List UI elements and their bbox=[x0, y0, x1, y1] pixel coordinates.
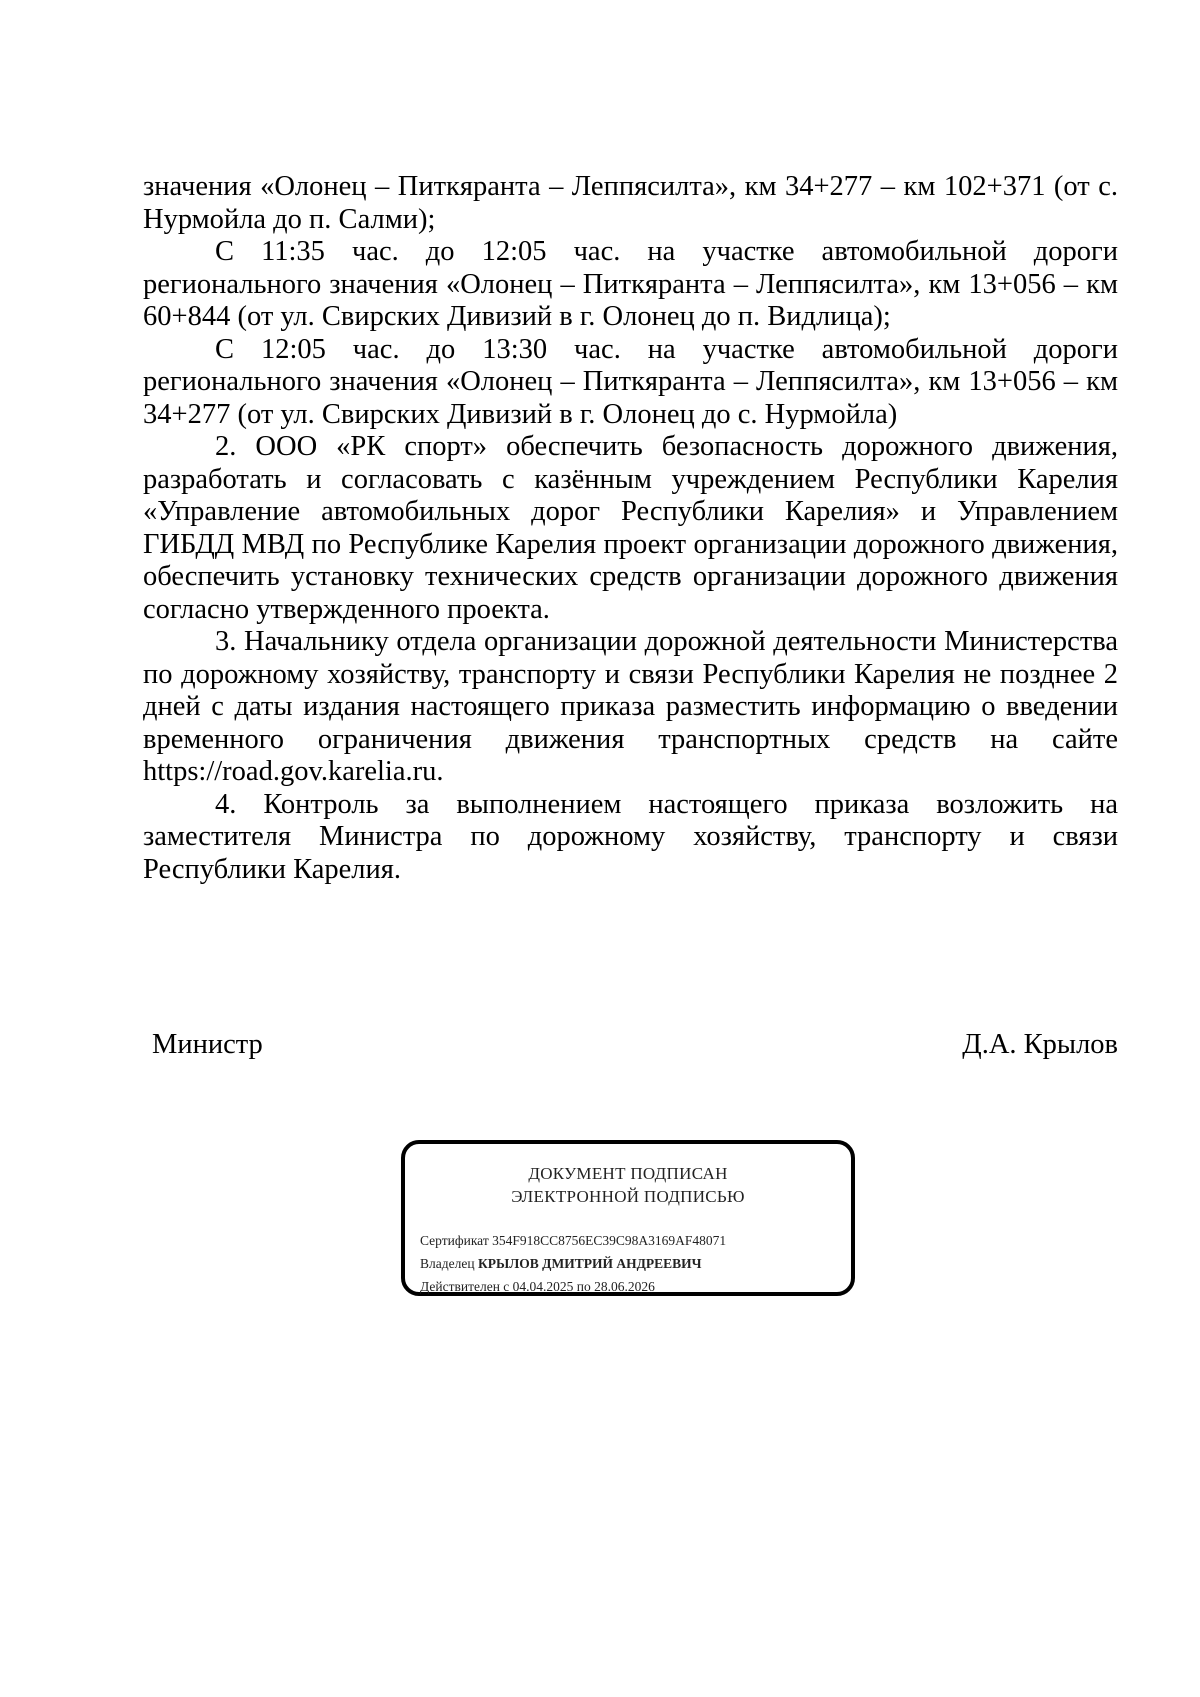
stamp-certificate-label: Сертификат bbox=[420, 1233, 489, 1248]
stamp-owner-line bbox=[420, 1255, 702, 1273]
paragraph-time-slot-1205: С 12:05 час. до 13:30 час. на участке автомобильной дороги регионального значения «Олонец – Питкяранта – Леппясилта», км 13+056 – км 34+277 (от ул. Свирских Дивизий в г. Олонец до с. Нурмойла) bbox=[143, 333, 1118, 430]
stamp-certificate-value: 354F918CC8756EC39C98A3169AF48071 bbox=[492, 1233, 727, 1248]
stamp-certificate-line bbox=[420, 1232, 726, 1250]
signatory-name: Д.А. Крылов bbox=[962, 1029, 1118, 1060]
stamp-heading bbox=[405, 1162, 851, 1208]
stamp-owner-label: Владелец bbox=[420, 1256, 475, 1271]
stamp-heading-line-2: ЭЛЕКТРОННОЙ ПОДПИСЬЮ bbox=[511, 1187, 745, 1206]
electronic-signature-stamp bbox=[401, 1140, 855, 1296]
stamp-heading-line-1: ДОКУМЕНТ ПОДПИСАН bbox=[528, 1164, 728, 1183]
signatory-title: Министр bbox=[152, 1029, 263, 1060]
stamp-valid-to: 28.06.2026 bbox=[594, 1279, 655, 1294]
stamp-owner-value: КРЫЛОВ ДМИТРИЙ АНДРЕЕВИЧ bbox=[477, 1256, 702, 1271]
stamp-valid-label: Действителен с bbox=[420, 1279, 510, 1294]
paragraph-road-section-end: значения «Олонец – Питкяранта – Леппясилта», км 34+277 – км 102+371 (от с. Нурмойла до п. Салми); bbox=[143, 171, 1118, 235]
paragraph-time-slot-1135: С 11:35 час. до 12:05 час. на участке автомобильной дороги регионального значения «Олонец – Питкяранта – Леппясилта», км 13+056 – км 60+844 (от ул. Свирских Дивизий в г. Олонец до п. Видлица); bbox=[143, 236, 1118, 332]
stamp-validity-line bbox=[420, 1278, 655, 1296]
paragraph-item-2: 2. ООО «РК спорт» обеспечить безопасность дорожного движения, разработать и согласовать с казённым учреждением Республики Карелия «Управление автомобильных дорог Республики Карелия» и Управлением ГИБДД МВД по Республике Карелия проект организации дорожного движения, обеспечить установку технических средств организации дорожного движения согласно утвержденного проекта. bbox=[143, 431, 1118, 625]
stamp-valid-from: 04.04.2025 bbox=[512, 1279, 574, 1294]
paragraph-item-3: 3. Начальнику отдела организации дорожной деятельности Министерства по дорожному хозяйству, транспорту и связи Республики Карелия не позднее 2 дней с даты издания настоящего приказа разместить информацию о введении временного ограничения движения транспортных средств на сайте https://road.gov.karelia.ru. bbox=[143, 626, 1118, 787]
stamp-valid-to-label: по bbox=[576, 1279, 591, 1294]
paragraph-item-4: 4. Контроль за выполнением настоящего приказа возложить на заместителя Министра по дорожному хозяйству, транспорту и связи Республики Карелия. bbox=[143, 788, 1118, 885]
document-body bbox=[143, 171, 1118, 886]
